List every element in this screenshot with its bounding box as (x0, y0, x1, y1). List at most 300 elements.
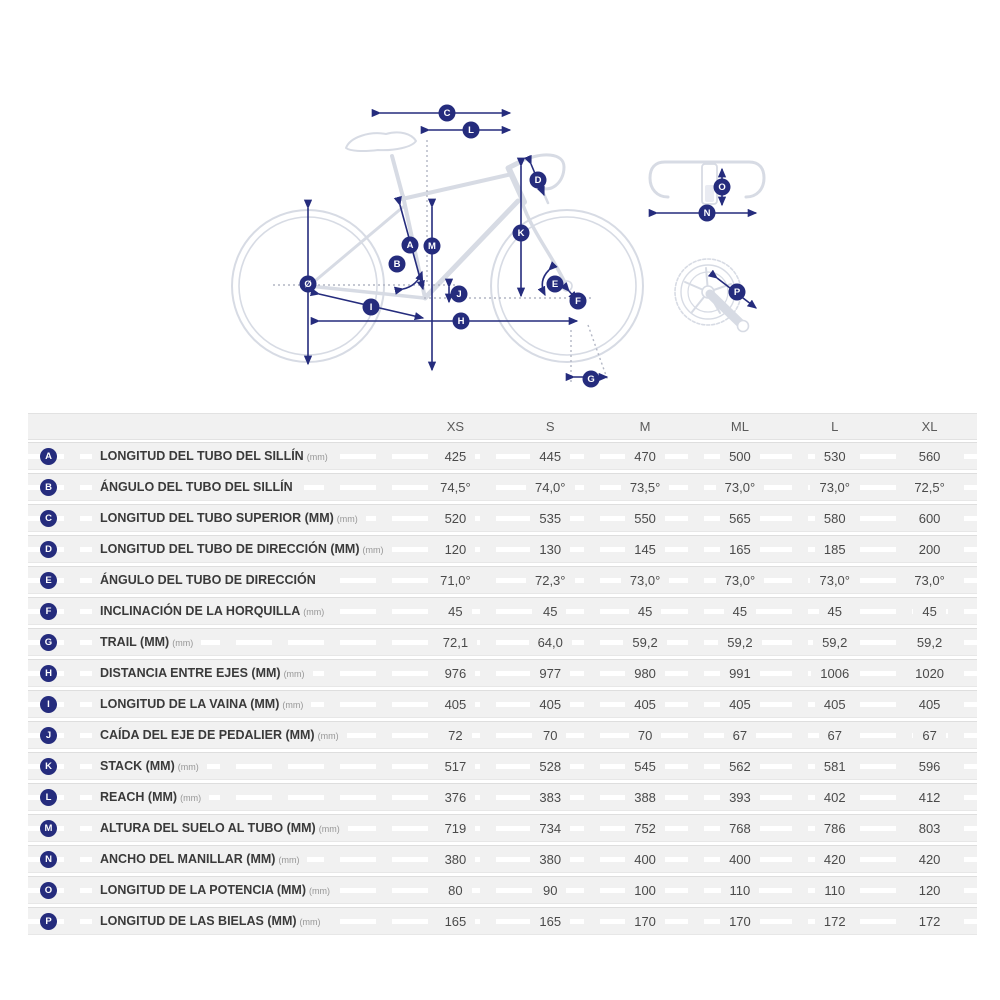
table-row (28, 721, 977, 749)
top-tube (402, 174, 512, 199)
size-value: 59,2 (718, 635, 761, 650)
size-value-cell (787, 914, 882, 929)
table-row (28, 504, 977, 532)
size-value-cell (882, 573, 977, 588)
size-value: 100 (625, 883, 665, 898)
row-label (92, 571, 327, 589)
row-label-text: REACH (MM) (100, 790, 178, 804)
row-label-text: LONGITUD DE LA POTENCIA (MM) (100, 883, 306, 897)
row-letter: E (45, 574, 52, 586)
size-column-header: ML (730, 419, 749, 434)
diagram-badge-l (463, 122, 480, 139)
row-letter-badge (40, 727, 57, 744)
row-unit-label: (mm) (306, 452, 328, 462)
size-value-cell (408, 480, 503, 495)
svg-text:Ø: Ø (304, 279, 312, 291)
size-value: 405 (815, 697, 855, 712)
diagram-badge-d (530, 172, 547, 189)
row-unit-label: (mm) (309, 886, 330, 896)
size-column-header: S (545, 419, 555, 434)
row-unit-label: (mm) (362, 545, 384, 555)
size-value: 991 (720, 666, 760, 681)
row-label-cell (28, 474, 408, 500)
size-value-cell (787, 511, 882, 526)
size-value-cell (693, 542, 788, 557)
diagram-badge-n (699, 205, 716, 222)
diagram-badge-p (729, 284, 746, 301)
row-letter: M (44, 822, 53, 834)
size-value-cell (408, 635, 503, 650)
size-column-header: M (639, 419, 651, 434)
svg-text:N: N (703, 208, 711, 220)
size-value-cell (693, 883, 788, 898)
size-value: 565 (720, 511, 760, 526)
size-value-cell (598, 883, 693, 898)
size-value-cell (503, 821, 598, 836)
size-value: 110 (721, 883, 760, 898)
size-value-cell (787, 883, 882, 898)
size-value-cell (503, 914, 598, 929)
size-value-cell (693, 604, 788, 619)
size-value: 200 (910, 542, 950, 557)
row-label (92, 664, 313, 682)
size-value: 120 (436, 542, 476, 557)
svg-text:A: A (406, 240, 414, 252)
size-value: 72,1 (434, 635, 477, 650)
row-label (92, 788, 209, 806)
size-value: 70 (629, 728, 661, 743)
size-value-cell (882, 728, 977, 743)
row-letter-badge (40, 510, 57, 527)
row-label-text: INCLINACIÓN DE LA HORQUILLA (100, 604, 301, 618)
svg-text:L: L (468, 125, 474, 137)
size-value: 172 (815, 914, 855, 929)
row-unit-label: (mm) (177, 762, 199, 772)
row-letter: D (45, 543, 52, 555)
size-value: 67 (913, 728, 945, 743)
size-value: 172 (910, 914, 950, 929)
size-value-cell (882, 790, 977, 805)
size-value-cell (787, 480, 882, 495)
size-value: 72,3° (526, 573, 575, 588)
size-value: 185 (815, 542, 855, 557)
size-value-cell (408, 914, 503, 929)
row-letter-badge (40, 913, 57, 930)
size-value-cell (693, 790, 788, 805)
size-value: 719 (436, 821, 476, 836)
size-value: 977 (530, 666, 570, 681)
size-value-cell (882, 821, 977, 836)
row-label-text: LONGITUD DEL TUBO SUPERIOR (MM) (100, 511, 334, 525)
size-value: 170 (625, 914, 665, 929)
size-value-cell (787, 821, 882, 836)
size-value-cell (598, 635, 693, 650)
table-row (28, 628, 977, 656)
seatpost (392, 156, 403, 197)
table-row (28, 442, 977, 470)
row-unit-label: (mm) (299, 917, 321, 927)
diagram-badge-b (389, 256, 406, 273)
svg-text:I: I (369, 302, 373, 314)
size-value-cell (408, 573, 503, 588)
row-label (92, 726, 347, 744)
size-value-cell (598, 697, 693, 712)
size-value: 110 (815, 883, 854, 898)
size-value-cell (693, 449, 788, 464)
size-value-cell (598, 604, 693, 619)
size-value: 405 (625, 697, 665, 712)
row-label-cell (28, 815, 408, 841)
row-unit-label: (mm) (172, 638, 194, 648)
row-label-text: ALTURA DEL SUELO AL TUBO (MM) (100, 821, 316, 835)
row-label-text: CAÍDA DEL EJE DE PEDALIER (MM) (100, 728, 315, 742)
size-value-cell (882, 914, 977, 929)
row-label-cell (28, 846, 408, 872)
size-value-cell (408, 790, 503, 805)
size-value-cell (408, 697, 503, 712)
size-value-cell (882, 852, 977, 867)
row-label-cell (28, 722, 408, 748)
row-unit-label: (mm) (318, 824, 340, 834)
row-label-text: LONGITUD DEL TUBO DEL SILLÍN (100, 449, 304, 463)
size-value: 1020 (906, 666, 953, 681)
size-value: 528 (530, 759, 570, 774)
size-value-cell (408, 883, 503, 898)
row-label-cell (28, 536, 408, 562)
row-letter: K (45, 760, 52, 772)
row-unit-label: (mm) (278, 855, 300, 865)
size-value-cell (787, 666, 882, 681)
size-value: 734 (530, 821, 570, 836)
row-label-cell (28, 908, 408, 934)
size-value-cell (598, 728, 693, 743)
size-value: 600 (910, 511, 950, 526)
size-value-cell (598, 821, 693, 836)
row-unit-label: (mm) (336, 514, 358, 524)
size-value-cell (882, 480, 977, 495)
size-value-cell (503, 883, 598, 898)
size-value: 165 (530, 914, 570, 929)
table-row (28, 907, 977, 935)
handlebar-front-art (650, 162, 764, 204)
size-value-cell (693, 759, 788, 774)
size-value: 80 (439, 883, 471, 898)
size-value: 405 (720, 697, 760, 712)
svg-text:K: K (517, 228, 525, 240)
size-value: 560 (910, 449, 950, 464)
size-value-cell (503, 697, 598, 712)
row-letter-badge (40, 820, 57, 837)
diagram-badge-k (513, 225, 530, 242)
size-value-cell (693, 511, 788, 526)
table-row (28, 876, 977, 904)
size-value-cell (598, 449, 693, 464)
table-row (28, 566, 977, 594)
svg-text:E: E (551, 279, 559, 291)
size-value: 752 (625, 821, 665, 836)
size-value: 170 (720, 914, 760, 929)
svg-text:J: J (456, 289, 462, 301)
construction-lines (273, 140, 608, 384)
table-row (28, 473, 977, 501)
size-value-cell (693, 697, 788, 712)
table-row (28, 597, 977, 625)
row-letter-badge (40, 758, 57, 775)
size-value: 400 (625, 852, 665, 867)
row-label-cell (28, 598, 408, 624)
row-letter: A (45, 450, 52, 462)
diagram-badge-h (453, 313, 470, 330)
row-letter: B (45, 481, 52, 493)
svg-text:C: C (443, 108, 451, 120)
row-letter: L (45, 791, 52, 803)
row-letter: F (45, 605, 52, 617)
size-value: 383 (530, 790, 570, 805)
size-value: 405 (910, 697, 950, 712)
saddle (346, 132, 416, 151)
size-value: 445 (530, 449, 570, 464)
size-value-cell (598, 511, 693, 526)
size-value: 74,0° (526, 480, 575, 495)
size-value-cell (693, 852, 788, 867)
size-value-cell (503, 759, 598, 774)
row-label (92, 819, 348, 837)
row-label-text: DISTANCIA ENTRE EJES (MM) (100, 666, 281, 680)
row-letter-badge (40, 634, 57, 651)
geometry-table (28, 413, 977, 935)
size-value: 768 (720, 821, 760, 836)
row-letter-badge (40, 448, 57, 465)
size-value: 59,2 (813, 635, 856, 650)
size-value-cell (503, 604, 598, 619)
diagram-badge-i (363, 299, 380, 316)
row-letter-badge (40, 882, 57, 899)
size-value-cell (787, 790, 882, 805)
row-label-cell (28, 691, 408, 717)
row-letter: G (44, 636, 53, 648)
size-value-cell (787, 542, 882, 557)
size-value: 145 (625, 542, 665, 557)
size-value-cell (787, 728, 882, 743)
size-value: 530 (815, 449, 855, 464)
row-unit-label: (mm) (303, 607, 325, 617)
row-label-text: ÁNGULO DEL TUBO DEL SILLÍN (100, 480, 293, 494)
size-value: 412 (910, 790, 950, 805)
size-value: 73,0° (905, 573, 954, 588)
geometry-diagram (0, 0, 1000, 410)
diagram-badge-g (583, 371, 600, 388)
size-column-header: L (831, 419, 839, 434)
row-label (92, 478, 304, 496)
size-value: 72,5° (905, 480, 954, 495)
size-value: 120 (910, 883, 950, 898)
size-value: 376 (436, 790, 476, 805)
size-value-cell (882, 635, 977, 650)
row-label-text: LONGITUD DEL TUBO DE DIRECCIÓN (MM) (100, 542, 360, 556)
row-letter-badge (40, 479, 57, 496)
row-label-cell (28, 784, 408, 810)
size-value: 70 (534, 728, 566, 743)
size-value: 45 (913, 604, 945, 619)
size-value: 73,0° (716, 573, 765, 588)
row-label-cell (28, 443, 408, 469)
size-value-cell (598, 666, 693, 681)
size-value-cell (598, 759, 693, 774)
diagram-badge-f (570, 293, 587, 310)
size-value: 67 (819, 728, 851, 743)
size-value: 562 (720, 759, 760, 774)
size-value: 73,0° (621, 573, 670, 588)
row-label-cell (28, 629, 408, 655)
row-label-text: ÁNGULO DEL TUBO DE DIRECCIÓN (100, 573, 316, 587)
row-letter: P (45, 915, 52, 927)
svg-text:P: P (733, 287, 741, 299)
size-value-cell (693, 728, 788, 743)
size-value-cell (693, 635, 788, 650)
table-row (28, 690, 977, 718)
table-body (28, 442, 977, 935)
row-unit-label: (mm) (180, 793, 202, 803)
row-label-cell (28, 877, 408, 903)
size-value: 425 (436, 449, 476, 464)
size-value-cell (693, 480, 788, 495)
size-value: 45 (439, 604, 471, 619)
size-value-cell (503, 573, 598, 588)
size-value-cell (503, 449, 598, 464)
size-value-cell (693, 666, 788, 681)
size-value-cell (408, 821, 503, 836)
size-value-cell (787, 449, 882, 464)
size-value-cell (882, 511, 977, 526)
size-column-header: XS (446, 419, 465, 434)
row-label (92, 912, 329, 930)
size-value: 165 (436, 914, 476, 929)
row-label-text: TRAIL (MM) (100, 635, 170, 649)
size-value-cell (503, 542, 598, 557)
size-value-cell (503, 666, 598, 681)
row-label (92, 695, 311, 713)
diagram-badge-o (714, 179, 731, 196)
size-value: 45 (534, 604, 566, 619)
size-value: 520 (436, 511, 476, 526)
svg-text:M: M (428, 241, 436, 253)
row-label (92, 850, 307, 868)
table-row (28, 814, 977, 842)
size-value-cell (503, 728, 598, 743)
table-row (28, 783, 977, 811)
size-value-cell (882, 759, 977, 774)
size-value-cell (882, 883, 977, 898)
size-value-cell (408, 449, 503, 464)
size-value: 130 (530, 542, 570, 557)
size-value: 470 (625, 449, 665, 464)
size-value: 73,0° (810, 573, 859, 588)
size-value-cell (408, 511, 503, 526)
size-value-cell (787, 635, 882, 650)
diagram-badge-e (547, 276, 564, 293)
size-value: 400 (720, 852, 760, 867)
size-value: 420 (815, 852, 855, 867)
row-label-text: LONGITUD DE LA VAINA (MM) (100, 697, 280, 711)
row-label-cell (28, 505, 408, 531)
svg-text:F: F (575, 296, 581, 308)
size-value: 420 (910, 852, 950, 867)
size-value-cell (408, 852, 503, 867)
size-value: 72 (439, 728, 471, 743)
size-value: 535 (530, 511, 570, 526)
svg-text:G: G (587, 374, 595, 386)
size-value-cell (693, 573, 788, 588)
size-value-cell (693, 821, 788, 836)
diagram-badge-j (451, 286, 468, 303)
size-value: 73,0° (716, 480, 765, 495)
svg-text:B: B (393, 259, 401, 271)
size-value: 980 (625, 666, 665, 681)
size-value: 545 (625, 759, 665, 774)
size-value: 976 (436, 666, 476, 681)
size-value-cell (787, 697, 882, 712)
size-value-cell (787, 759, 882, 774)
size-value: 405 (530, 697, 570, 712)
row-letter-badge (40, 541, 57, 558)
row-label-cell (28, 660, 408, 686)
size-value-cell (503, 852, 598, 867)
row-letter: N (45, 853, 52, 865)
row-letter: J (45, 729, 52, 741)
measurement-arrows (308, 113, 756, 377)
row-label (92, 509, 366, 527)
size-value-cell (503, 635, 598, 650)
svg-text:D: D (534, 175, 542, 187)
row-label-cell (28, 753, 408, 779)
size-value-cell (503, 511, 598, 526)
row-label (92, 602, 332, 620)
row-label (92, 633, 201, 651)
size-value-cell (598, 573, 693, 588)
size-value-cell (787, 604, 882, 619)
size-value-cell (787, 573, 882, 588)
size-value-cell (882, 697, 977, 712)
size-value-cell (598, 480, 693, 495)
size-value-cell (598, 852, 693, 867)
row-letter-badge (40, 665, 57, 682)
svg-text:H: H (457, 316, 465, 328)
row-label-text: STACK (MM) (100, 759, 175, 773)
size-value: 581 (815, 759, 855, 774)
size-value: 405 (436, 697, 476, 712)
size-value: 803 (910, 821, 950, 836)
diagram-badge-wheel-diameter (300, 276, 317, 293)
size-value-cell (503, 480, 598, 495)
row-unit-label: (mm) (283, 669, 305, 679)
size-value-cell (408, 759, 503, 774)
size-value: 517 (436, 759, 476, 774)
size-value: 380 (436, 852, 476, 867)
size-value-cell (787, 852, 882, 867)
size-value-cell (598, 790, 693, 805)
svg-text:O: O (718, 182, 726, 194)
row-letter-badge (40, 789, 57, 806)
size-value: 402 (815, 790, 855, 805)
row-letter: O (44, 884, 53, 896)
size-value-cell (882, 542, 977, 557)
size-value: 500 (720, 449, 760, 464)
row-letter: H (45, 667, 52, 679)
table-row (28, 752, 977, 780)
size-value: 380 (530, 852, 570, 867)
size-value: 64,0 (529, 635, 572, 650)
size-value-cell (408, 604, 503, 619)
